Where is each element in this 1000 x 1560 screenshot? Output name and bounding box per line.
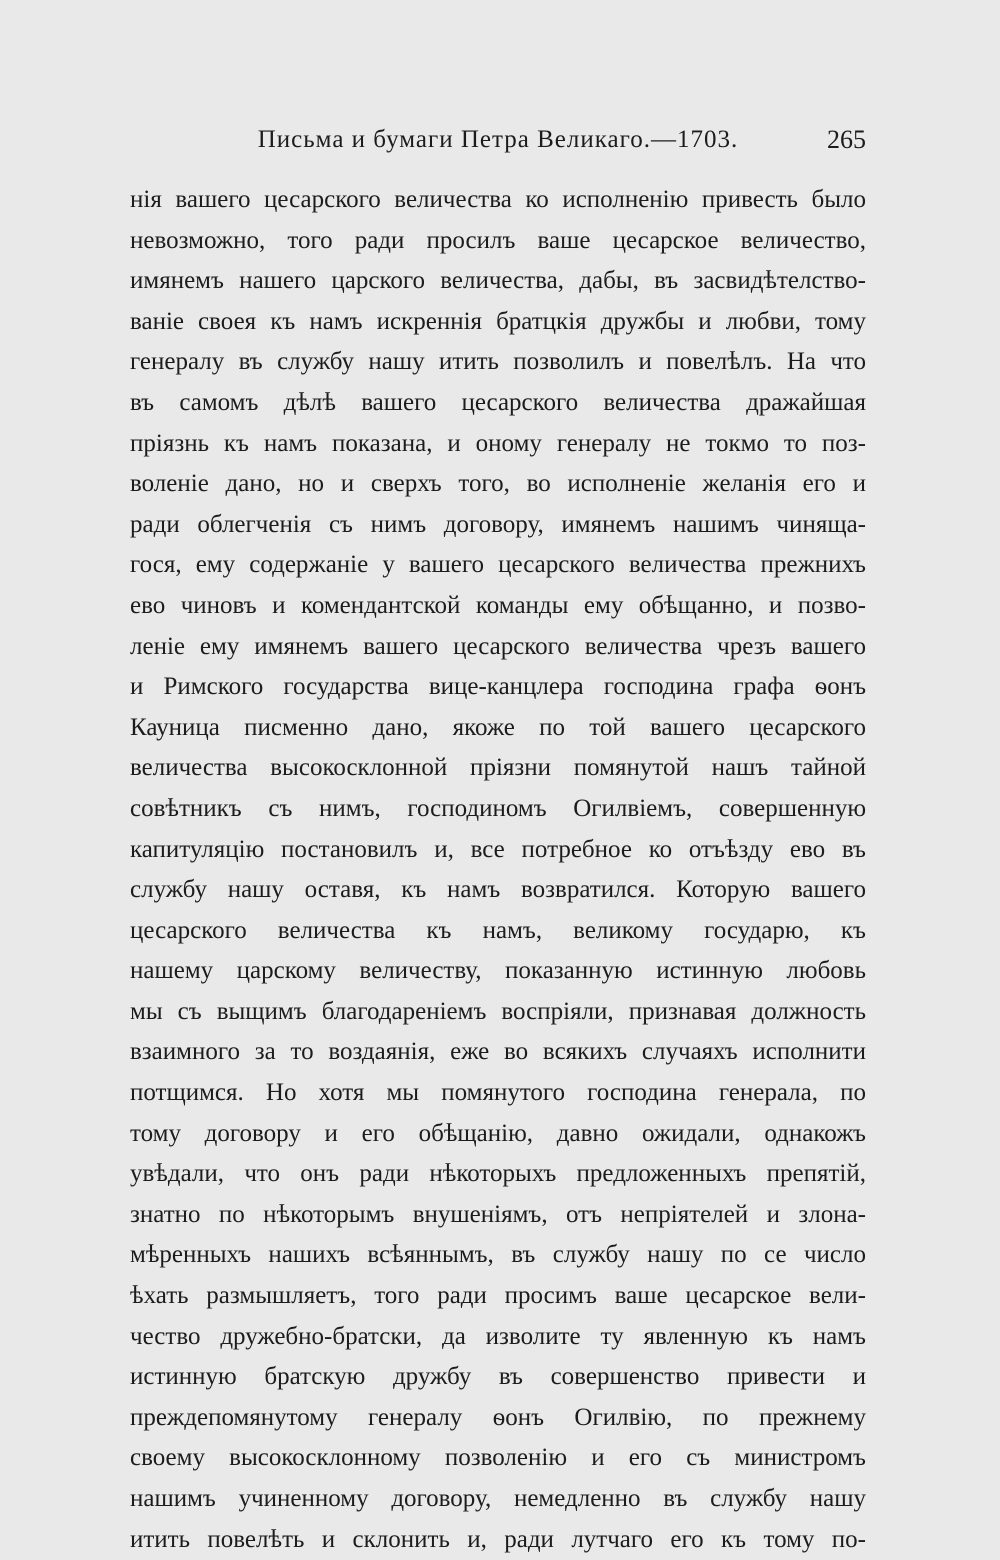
running-head (130, 120, 866, 160)
text-line: своему высокосклонному позволенію и его съ министромъ (130, 1444, 866, 1472)
text-line: знатно по нѣкоторымъ внушеніямъ, отъ непріятелей и злона- (130, 1200, 866, 1228)
text-line: и Римского государства вице-канцлера господина графа ѳонъ (130, 673, 866, 701)
text-line: гося, ему содержаніе у вашего цесарского величества прежнихъ (130, 551, 866, 579)
text-line: имянемъ нашего царского величества, дабы, въ засвидѣтелство- (130, 267, 866, 295)
text-line: ваніе своея къ намъ искреннія братцкія дружбы и любви, тому (130, 307, 866, 335)
text-line: ради облегченія съ нимъ договору, имянемъ нашимъ чинящa- (130, 510, 866, 538)
text-line: совѣтникъ съ нимъ, господиномъ Огилвіемъ, совершенную (130, 794, 866, 822)
text-line: потщимся. Но хотя мы помянутого господина генерала, по (130, 1079, 866, 1107)
text-line: ѣхать размышляетъ, того ради просимъ ваше цесарское вели- (130, 1282, 866, 1310)
text-line: капитуляцію постановилъ и, все потребное ко отъѣзду ево въ (130, 835, 866, 863)
text-line: ево чиновъ и комендантской команды ему обѣщанно, и позво- (130, 591, 866, 619)
running-title: Письма и бумаги Петра Великаго.—1703. (257, 126, 739, 153)
text-line: мы съ выщимъ благодареніемъ воспріяли, признавая должность (130, 997, 866, 1025)
text-line: истинную братскую дружбу въ совершенство привести и (130, 1363, 866, 1391)
text-line: службу нашу оставя, къ намъ возвратился. Которую вашего (130, 876, 866, 904)
text-line: нія вашего цесарского величества ко исполненію привесть было (130, 186, 866, 213)
text-line: преждепомянутому генералу ѳонъ Огилвію, по прежнему (130, 1403, 866, 1431)
text-line: величества высокосклонной пріязни помянутой нашъ тайной (130, 754, 866, 782)
text-line: мѣренныхъ нашихъ всѣяннымъ, въ службу нашу по се число (130, 1241, 866, 1269)
text-line: взаимного за то воздаянія, еже во всякихъ случаяхъ исполнити (130, 1038, 866, 1066)
page-number: 265 (827, 125, 866, 154)
text-line: увѣдали, что онъ ради нѣкоторыхъ предложенныхъ препятій, (130, 1160, 866, 1188)
text-line: нашимъ учиненному договору, немедленно въ службу нашу (130, 1485, 866, 1512)
text-line: нашему царскому величеству, показанную истинную любовь (130, 957, 866, 985)
text-line: воленіе дано, но и сверхъ того, во исполненіе желанія его и (130, 470, 866, 498)
text-line: итить повелѣть и склонить и, ради лутчаго его къ тому по- (130, 1525, 866, 1553)
text-line: генералу въ службу нашу итить позволилъ и повелѣлъ. На что (130, 348, 866, 376)
text-line: въ самомъ дѣлѣ вашего цесарского величества дражайшая (130, 388, 866, 416)
text-line: Кауница писменно дано, якоже по той вашего цесарского (130, 713, 866, 741)
body-text (130, 180, 866, 1560)
text-line: чество дружебно-братски, да изволите ту явленную къ намъ (130, 1322, 866, 1350)
text-line: невозможно, того ради просилъ ваше цесарское величество, (130, 226, 866, 254)
text-line: леніе ему имянемъ вашего цесарского величества чрезъ вашего (130, 632, 866, 660)
text-line: цесарского величества къ намъ, великому государю, къ (130, 916, 866, 944)
text-line: пріязнь къ намъ показана, и оному генералу не токмо то поз- (130, 429, 866, 457)
text-line: тому договору и его обѣщанію, давно ожидали, однакожъ (130, 1119, 866, 1147)
